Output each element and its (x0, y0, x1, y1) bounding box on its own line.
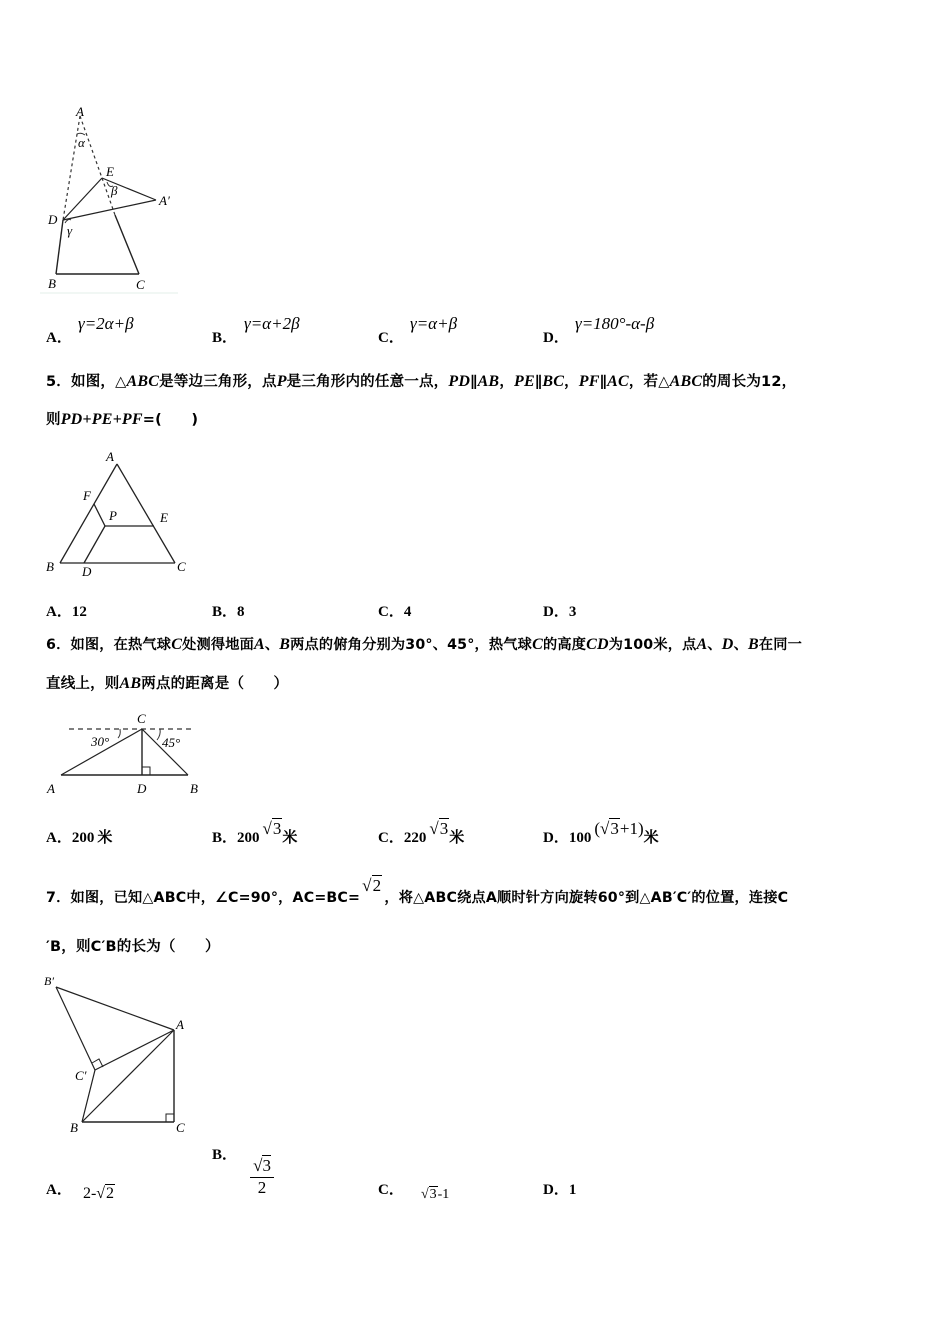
q6-angle-45: 45° (162, 735, 181, 750)
q6-text: 两点的俯角分别为30°、45°，热气球 (290, 637, 533, 653)
sqrt-expression: √3 (262, 819, 282, 838)
q4-label-beta: β (111, 183, 118, 198)
q5-question-line1 (46, 370, 796, 391)
q6-var: B (279, 636, 291, 653)
q5-text: ， (564, 374, 579, 390)
q4-option-c[interactable] (378, 314, 528, 344)
q7-question-line1 (46, 876, 788, 906)
q6-var: A (254, 636, 265, 653)
q5-var: PF (578, 373, 600, 390)
fraction (250, 1156, 274, 1198)
option-letter: C． (378, 1182, 404, 1198)
radicand: 3 (429, 1187, 437, 1202)
q7-figure (40, 970, 200, 1140)
q5-label-d: D (82, 564, 92, 579)
q6-var: D (721, 636, 734, 653)
q6-var: AB (119, 675, 142, 692)
q5-label-f: F (83, 488, 91, 503)
q5-text: 5．如图，△ (46, 374, 127, 390)
q4-figure (40, 100, 200, 300)
q6-var: A (696, 636, 708, 653)
q6-figure (40, 705, 220, 800)
q5-text: 是等边三角形，点 (159, 374, 277, 390)
parallel-symbol: ∥ (534, 374, 543, 390)
q6-label-b: B (190, 781, 198, 796)
option-value: 1 (568, 1182, 577, 1198)
q5-text: 则 (46, 412, 61, 428)
q5-var: AB (477, 373, 500, 390)
radicand: 3 (439, 819, 449, 838)
q7-label-b: B (70, 1120, 78, 1135)
option-unit: 米 (282, 828, 298, 846)
q6-option-d[interactable] (543, 818, 659, 848)
q5-text: ， (499, 374, 515, 390)
sqrt-expression: (√3+1) (594, 819, 644, 838)
option-expression: γ=180°-α-β (575, 314, 655, 333)
q6-var: C (532, 636, 543, 653)
q6-option-c[interactable] (378, 818, 464, 848)
q6-question-line2 (46, 672, 288, 693)
q7-label-b-prime: B′ (44, 974, 54, 988)
paren: ( (594, 819, 601, 838)
q5-label-p: P (109, 508, 117, 523)
q7-option-c[interactable] (378, 1178, 450, 1202)
q5-text: 的周长为12， (702, 374, 797, 390)
option-coefficient: 220 (403, 830, 427, 846)
option-letter: D． (543, 1182, 569, 1198)
option-letter: D． (543, 604, 569, 620)
q6-label-a: A (47, 781, 55, 796)
parallel-symbol: ∥ (599, 374, 608, 390)
q6-label-c: C (137, 711, 146, 726)
q6-text: 的高度 (542, 637, 587, 653)
option-letter: D． (543, 330, 569, 346)
q6-var: B (747, 636, 759, 653)
suffix: -1 (437, 1187, 450, 1202)
numerator: √3 (250, 1156, 274, 1178)
q6-text: 直线上，则 (46, 676, 120, 692)
option-letter: B． (212, 830, 238, 846)
option-letter: A． (46, 830, 72, 846)
denominator: 2 (257, 1178, 267, 1197)
q4-label-e: E (106, 164, 114, 179)
q7-question-line2 (46, 935, 220, 956)
q7-label-c-prime: C′ (75, 1068, 87, 1083)
option-value: 3 (568, 604, 577, 620)
option-expression: γ=2α+β (78, 314, 134, 333)
q4-option-b[interactable] (212, 314, 362, 344)
option-letter: B． (212, 604, 238, 620)
option-coefficient: 200 (237, 830, 260, 846)
q4-label-a-prime: A′ (159, 193, 170, 208)
q6-angle-30: 30° (91, 734, 110, 749)
q5-answer-blank: =( ) (142, 412, 199, 428)
option-unit: 米 (449, 828, 465, 846)
q5-var: AC (607, 373, 629, 390)
option-letter: B． (212, 1147, 238, 1163)
radicand: 2 (372, 876, 382, 895)
radicand: 3 (262, 1156, 271, 1175)
q6-var: C (171, 636, 183, 653)
q7-text: ′B，则C′B的长为（ ） (46, 939, 220, 955)
q5-label-b: B (46, 559, 54, 574)
option-expression: γ=α+β (410, 314, 458, 333)
radicand: 3 (610, 819, 619, 838)
q6-question-line1 (46, 634, 802, 654)
q7-label-c: C (176, 1120, 185, 1135)
q6-option-b[interactable] (212, 818, 297, 848)
q5-text: 是三角形内的任意一点， (286, 374, 449, 390)
radicand: 2 (106, 1185, 115, 1202)
q7-option-a[interactable] (46, 1178, 115, 1202)
q6-text: 为100米，点 (608, 637, 697, 653)
q4-label-c: C (136, 277, 145, 292)
option-letter: C． (378, 604, 404, 620)
option-letter: D． (543, 830, 569, 846)
q5-var: ABC (669, 373, 703, 390)
q4-option-a[interactable] (46, 314, 196, 344)
option-unit: 米 (97, 828, 113, 846)
option-value: 8 (237, 604, 245, 620)
sqrt-expression: √3 (429, 819, 449, 838)
option-letter: B． (212, 330, 238, 346)
option-letter: A． (46, 330, 72, 346)
q4-label-gamma: γ (67, 223, 73, 238)
option-coefficient: 200 (71, 830, 95, 846)
q5-var: BC (542, 373, 565, 390)
q6-text: 、 (733, 637, 748, 653)
q4-label-alpha: α (78, 135, 85, 150)
q4-label-d: D (48, 212, 58, 227)
q7-option-d[interactable] (543, 1178, 576, 1199)
option-letter: C． (378, 330, 404, 346)
q6-text: 6．如图，在热气球 (46, 637, 172, 653)
option-expression: γ=α+2β (244, 314, 300, 333)
q4-option-d[interactable] (543, 314, 723, 344)
q6-text: 处测得地面 (182, 637, 255, 653)
sqrt-expression: √2 (362, 876, 382, 895)
q5-var: PE (514, 373, 535, 390)
q5-option-d[interactable] (543, 600, 576, 621)
q5-label-c: C (177, 559, 186, 574)
q6-text: 、 (707, 637, 722, 653)
q5-figure (40, 440, 210, 585)
option-coefficient: 100 (568, 830, 592, 846)
q6-text: 在同一 (758, 637, 802, 653)
option-expression: 2-√2 (82, 1185, 115, 1202)
option-letter: A． (46, 1182, 72, 1198)
q5-option-c[interactable] (378, 600, 411, 621)
option-expression: √3-1 (420, 1187, 450, 1202)
q6-answer-blank: 两点的距离是（ ） (141, 676, 289, 692)
q7-option-b[interactable] (212, 1147, 274, 1205)
option-value: 12 (71, 604, 87, 620)
q7-text: 7．如图，已知△ABC中，∠C=90°，AC=BC= (46, 890, 361, 906)
q5-option-b[interactable] (212, 600, 245, 621)
option-letter: C． (378, 830, 404, 846)
q5-var: PD (448, 373, 471, 390)
q6-var: CD (586, 636, 609, 653)
q5-var: PD+PE+PF (60, 411, 143, 428)
q5-label-a: A (106, 449, 114, 464)
q5-question-line2 (46, 408, 198, 429)
parallel-symbol: ∥ (470, 374, 478, 390)
q5-text: ，若△ (628, 374, 670, 390)
prefix: 2- (82, 1185, 97, 1202)
q6-label-d: D (137, 781, 147, 796)
option-letter: A． (46, 604, 72, 620)
q6-option-a[interactable] (46, 826, 112, 847)
option-unit: 米 (643, 828, 659, 846)
q5-option-a[interactable] (46, 600, 87, 621)
q6-text: 、 (264, 637, 280, 653)
q4-label-b: B (48, 276, 56, 291)
q7-label-a: A (176, 1017, 184, 1032)
q5-var: ABC (126, 373, 160, 390)
q4-label-a: A (76, 104, 84, 119)
radicand: 3 (272, 819, 282, 838)
option-value: 4 (403, 604, 412, 620)
q7-text: ，将△ABC绕点A顺时针方向旋转60°到△AB′C′的位置，连接C (384, 890, 789, 906)
plus-one: +1) (619, 819, 644, 838)
q5-var: P (276, 373, 287, 390)
q5-label-e: E (160, 510, 168, 525)
